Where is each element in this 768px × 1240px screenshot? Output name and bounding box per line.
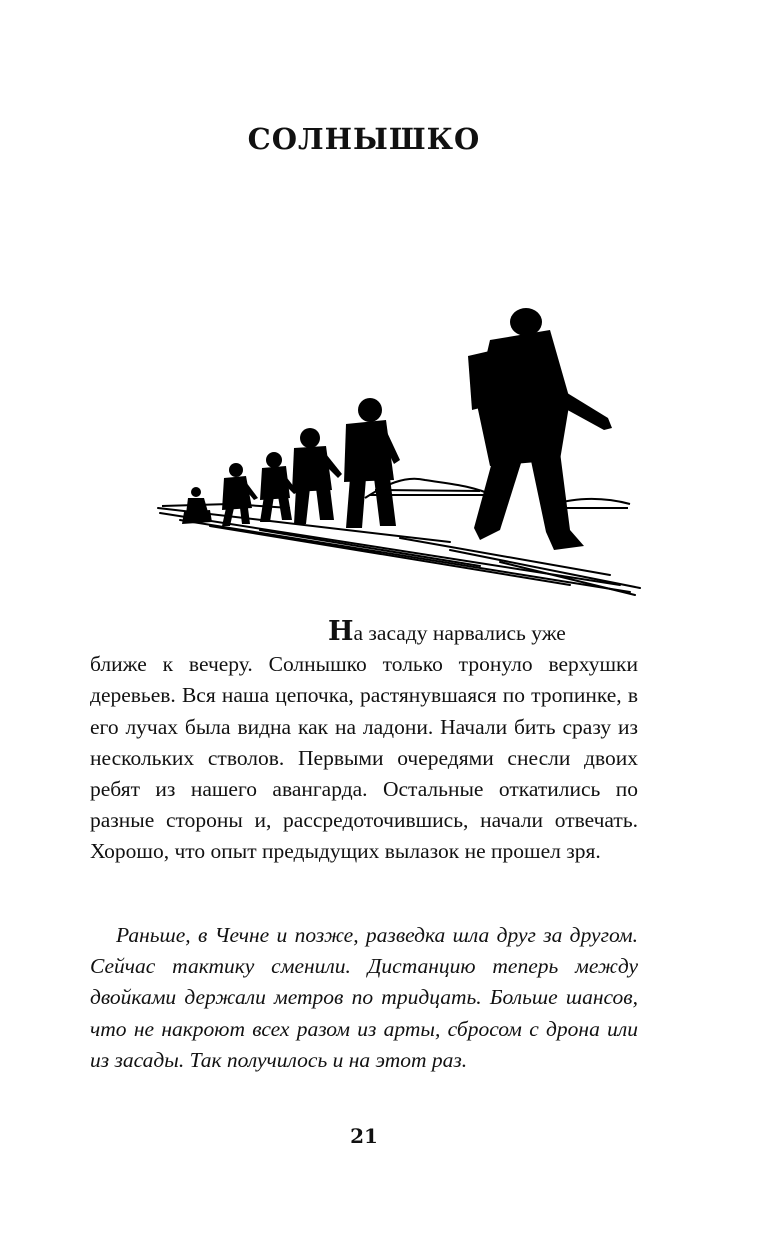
soldier-silhouette-4 — [292, 428, 342, 524]
first-line — [90, 616, 638, 649]
chapter-title: СОЛНЫШКО — [247, 122, 481, 156]
drop-cap: Н — [328, 616, 354, 647]
soldier-silhouette-6 — [468, 308, 612, 550]
page-number: 21 — [350, 1124, 378, 1148]
paragraph-1-text: ближе к вечеру. Солнышко только тронуло верхушки деревьев. Вся наша цепочка, растянувшаяся по тропинке, в его лучах была видна как на ладони. Начали бить сразу из нескольких стволов. Первыми очередями снесли двоих ребят из нашего авангарда. Остальные откатились по разные стороны и, рассредоточившись, начали отвечать. Хорошо, что опыт предыдущих вылазок не прошел зря. — [90, 652, 638, 864]
soldiers-silhouette-illustration — [150, 190, 650, 610]
paragraph-2: Раньше, в Чечне и позже, разведка шла друг за другом. Сейчас тактику сменили. Дистанцию теперь между двойками держали метров по тридцать. Больше шансов, что не накроют всех разом из арты, сбросом с дрона или из засады. Так получилось и на этот раз. — [90, 923, 638, 1072]
soldier-silhouette-5 — [344, 398, 400, 528]
paragraph-1 — [90, 616, 638, 868]
first-line-text: а засаду нарвались уже — [353, 621, 566, 645]
